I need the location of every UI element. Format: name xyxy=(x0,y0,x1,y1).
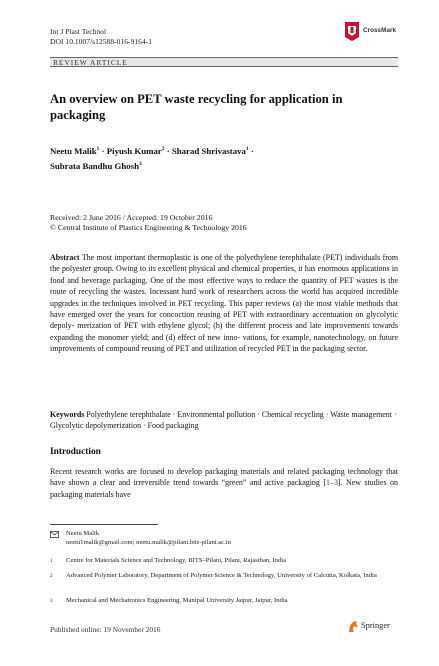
abstract-heading: Abstract xyxy=(50,253,80,262)
author-separator: · xyxy=(164,145,172,156)
crossmark-badge[interactable] xyxy=(343,20,401,44)
springer-horse-icon xyxy=(347,620,359,633)
author-name[interactable]: Sharad Shrivastava xyxy=(171,145,246,156)
footnote-divider xyxy=(50,524,158,525)
article-type-bar xyxy=(50,57,398,67)
author-list xyxy=(50,143,380,173)
envelope-icon xyxy=(50,531,59,538)
received-accepted-dates: Received: 2 June 2016 / Accepted: 19 October 2016 xyxy=(50,213,213,222)
abstract xyxy=(50,252,398,355)
springer-logo xyxy=(347,620,407,634)
published-online-date: Published online: 19 November 2016 xyxy=(50,625,161,634)
doi[interactable]: DOI 10.1007/s12588-016-9164-1 xyxy=(50,37,153,46)
crossmark-icon xyxy=(343,20,361,42)
citation-link[interactable]: 1–3 xyxy=(326,478,338,488)
publisher-name: Springer xyxy=(361,621,390,630)
running-header xyxy=(50,27,152,47)
author-affiliation-mark: 1 xyxy=(96,146,100,152)
crossmark-label: CrossMark xyxy=(363,27,397,34)
corresponding-author-email[interactable]: neetu1malik@gmail.com; neetu.malik@pilani.bits-pilani.ac.in xyxy=(66,539,231,546)
keywords-heading: Keywords xyxy=(50,410,85,419)
introduction-text: Recent research works are focused to develop packaging materials and related packaging technology that have shown a clear and irreversible trend towards “green” and active packaging [ xyxy=(50,467,398,488)
author-affiliation-mark: 3 xyxy=(139,160,142,167)
author-name[interactable]: Neetu Malik xyxy=(50,145,97,156)
keywords-text: Polyethylene terephthalate · Environmental pollution · Chemical recycling · Waste management · Glycolytic depolymerization · Food packaging xyxy=(50,410,397,431)
abstract-text: The most important thermoplastic is one of the polyethylene terephthalate (PET) individuals from the polyester group. Owing to its excellent physical and chemical properties, it has enormous applications in food and beverage packaging. One of the most effective ways to reduce the quantity of PET wastes is the route of recycling the wastes. Incessant hard work of researchers across the world has acquired incredible upgrades in the techniques involved in PET recycling. This paper reviews (a) the most viable methods that have emerged over the years for concoction reusing of PET with extraordinary accentuation on glycolytic depoly- merization of PET with ethylene glycol; (b) the different process and late improvements towards expanding the monomer yield; and (d) effect of new inno- vations, for example, nanotechnology, on future improvements of compound reusing of PET and utilization of recycled PET in the packaging sector. xyxy=(50,253,399,354)
affiliation-number: 1 xyxy=(50,558,53,564)
affiliation-number: 3 xyxy=(50,598,53,604)
author-name[interactable]: Piyush Kumar xyxy=(106,145,162,156)
affiliation-number: 2 xyxy=(50,573,53,579)
article-type: REVIEW ARTICLE xyxy=(53,58,128,67)
section-heading-introduction: Introduction xyxy=(50,447,101,457)
corresponding-author-name: Neetu Malik xyxy=(66,530,100,537)
keywords xyxy=(50,409,398,432)
introduction-text-continued: ]. New studies on packaging materials have xyxy=(50,478,398,499)
affiliation-text: Advanced Polymer Laboratory, Department of Polymer Science & Technology, University of Calcutta, Kolkata, India xyxy=(66,572,377,579)
author-separator: · xyxy=(99,145,107,156)
copyright-line: © Central Institute of Plastics Engineering & Technology 2016 xyxy=(50,223,247,232)
journal-name: Int J Plast Technol xyxy=(50,27,107,36)
article-title: An overview on PET waste recycling for application in packaging xyxy=(50,92,343,122)
author-affiliation-mark: 1 xyxy=(245,146,249,152)
author-name[interactable]: Subrata Bandhu Ghosh xyxy=(50,160,139,171)
affiliation-text: Centre for Materials Science and Technology, BITS–Pilani, Pilani, Rajasthan, India xyxy=(66,557,287,564)
affiliation-text: Mechanical and Mechatronics Engineering, Manipal University Jaipur, Jaipur, India xyxy=(66,597,288,604)
author-affiliation-mark: 2 xyxy=(161,146,165,152)
author-separator: · xyxy=(248,145,254,156)
introduction-paragraph xyxy=(50,466,398,500)
